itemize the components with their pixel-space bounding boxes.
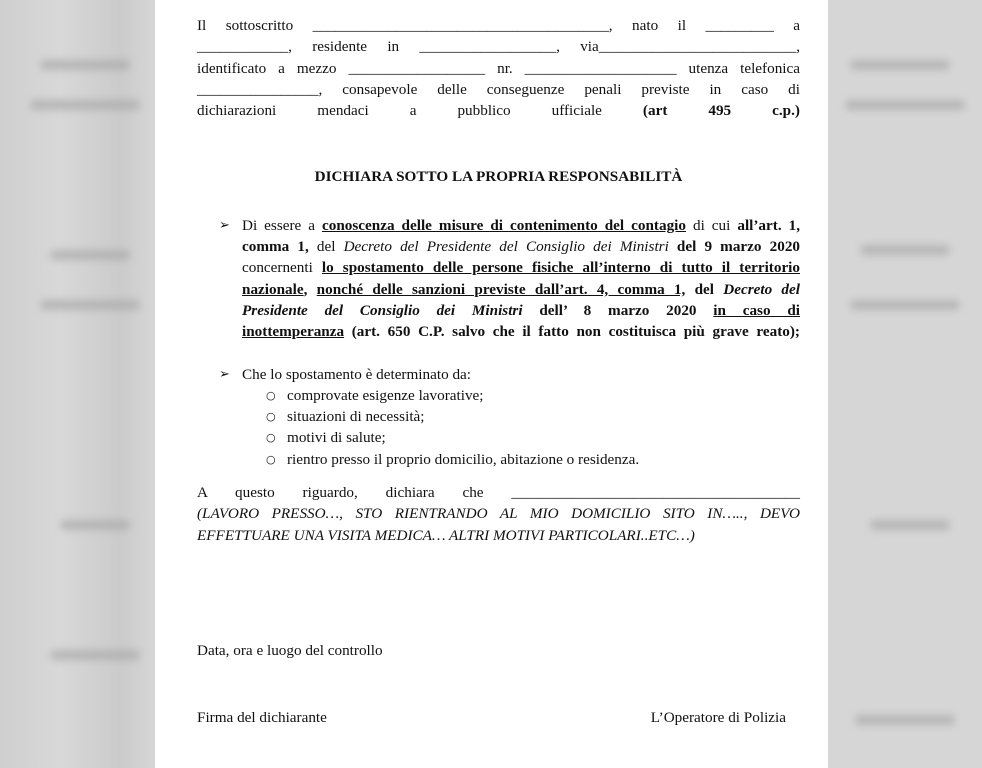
text-run: Decreto del Presidente del Consiglio dei Ministri	[343, 238, 669, 256]
document-page	[155, 0, 828, 768]
list-item-text: situazioni di necessità;	[287, 408, 425, 426]
text-run: Di essere a	[242, 216, 323, 234]
declaration-block	[197, 482, 800, 546]
declaration-line-1: A questo riguardo, dichiara che ______________________________________	[197, 484, 800, 502]
bullet1-line	[242, 321, 800, 342]
circle-bullet-icon: ○	[266, 388, 276, 402]
bullet1-line	[242, 257, 800, 278]
text-run: dell’ 8 marzo 2020	[522, 301, 714, 319]
blur-artifact	[850, 60, 950, 70]
text-run: Decreto del	[723, 280, 800, 298]
text-run: del	[308, 238, 344, 256]
bullet1-line	[242, 215, 800, 236]
blur-artifact	[50, 650, 140, 660]
text-run: concernenti	[242, 259, 322, 277]
list-item-text: comprovate esigenze lavorative;	[287, 386, 484, 404]
declarant-line-1: Il sottoscritto _______________________________________, nato il _________ a	[197, 17, 800, 34]
text-run: conoscenza delle misure di contenimento del contagio	[322, 216, 686, 234]
text-run: del 9 marzo 2020	[668, 238, 801, 256]
reason-bullet	[197, 364, 800, 385]
blur-artifact	[860, 245, 950, 255]
knowledge-bullet	[197, 215, 800, 343]
arrow-bullet-icon: ➢	[219, 217, 230, 233]
text-run: (art. 650 C.P. salvo che il fatto non costituisca più grave reato);	[344, 323, 800, 341]
blur-artifact	[850, 300, 960, 310]
text-run: lo spostamento delle persone fisiche all’interno di tutto il territorio	[321, 259, 800, 277]
declarant-line-5	[197, 100, 800, 121]
police-officer-label: L’Operatore di Polizia	[650, 709, 786, 727]
blur-artifact	[845, 100, 965, 110]
date-place-label: Data, ora e luogo del controllo	[197, 641, 383, 659]
circle-bullet-icon: ○	[266, 452, 276, 466]
bullet1-line	[242, 279, 800, 300]
text-run: comma 1,	[242, 238, 309, 256]
text-run: all’art. 1,	[737, 216, 801, 234]
declaration-line-3: EFFETTUARE UNA VISITA MEDICA… ALTRI MOTIVI PARTICOLARI..ETC…)	[197, 526, 695, 544]
blur-artifact	[40, 60, 130, 70]
reason-list	[242, 385, 800, 470]
document-body	[197, 15, 800, 729]
text-run: inottemperanza	[242, 323, 345, 341]
arrow-bullet-icon: ➢	[219, 366, 230, 382]
text-run: ,	[303, 280, 317, 298]
circle-bullet-icon: ○	[266, 431, 276, 445]
blur-artifact	[40, 300, 140, 310]
signature-row	[197, 707, 800, 728]
text-run: nonché delle sanzioni previste dall’art. 4, comma 1,	[316, 280, 686, 298]
circle-bullet-icon: ○	[266, 410, 276, 424]
list-item	[242, 406, 800, 427]
declarant-line-4: ________________, consapevole delle conseguenze penali previste in caso di	[197, 80, 800, 98]
declaration-line-2: (LAVORO PRESSO…, STO RIENTRANDO AL MIO DOMICILIO SITO IN….., DEVO	[197, 505, 800, 523]
blur-artifact	[50, 250, 130, 260]
blur-artifact	[30, 100, 140, 110]
reason-intro: Che lo spostamento è determinato da:	[242, 365, 472, 383]
bullet1-line	[242, 236, 800, 257]
declarant-signature-label: Firma del dichiarante	[197, 709, 327, 727]
blur-artifact	[855, 715, 955, 725]
list-item-text: motivi di salute;	[287, 429, 386, 447]
list-item-text: rientro presso il proprio domicilio, abitazione o residenza.	[287, 450, 640, 468]
list-item	[242, 385, 800, 406]
knowledge-bullet-text	[242, 215, 800, 343]
text-run: di cui	[685, 216, 738, 234]
declarant-info	[197, 15, 800, 121]
declarant-line-2: ____________, residente in __________________, via__________________________,	[197, 38, 800, 56]
text-run: nazionale	[242, 280, 304, 298]
blur-artifact	[870, 520, 950, 530]
declarant-line-5-text: dichiarazioni mendaci a pubblico ufficiale	[197, 102, 643, 120]
blur-artifact	[60, 520, 130, 530]
bullet1-line	[242, 300, 800, 321]
text-run: del	[685, 280, 724, 298]
declarant-line-3: identificato a mezzo __________________ nr. ____________________ utenza telefonica	[197, 59, 800, 77]
list-item	[242, 427, 800, 448]
list-item	[242, 449, 800, 470]
section-heading: DICHIARA SOTTO LA PROPRIA RESPONSABILITÀ	[314, 168, 683, 186]
legal-reference: (art 495 c.p.)	[642, 102, 800, 120]
text-run: Presidente del Consiglio dei Ministri	[242, 301, 523, 319]
text-run: in caso di	[713, 301, 800, 319]
